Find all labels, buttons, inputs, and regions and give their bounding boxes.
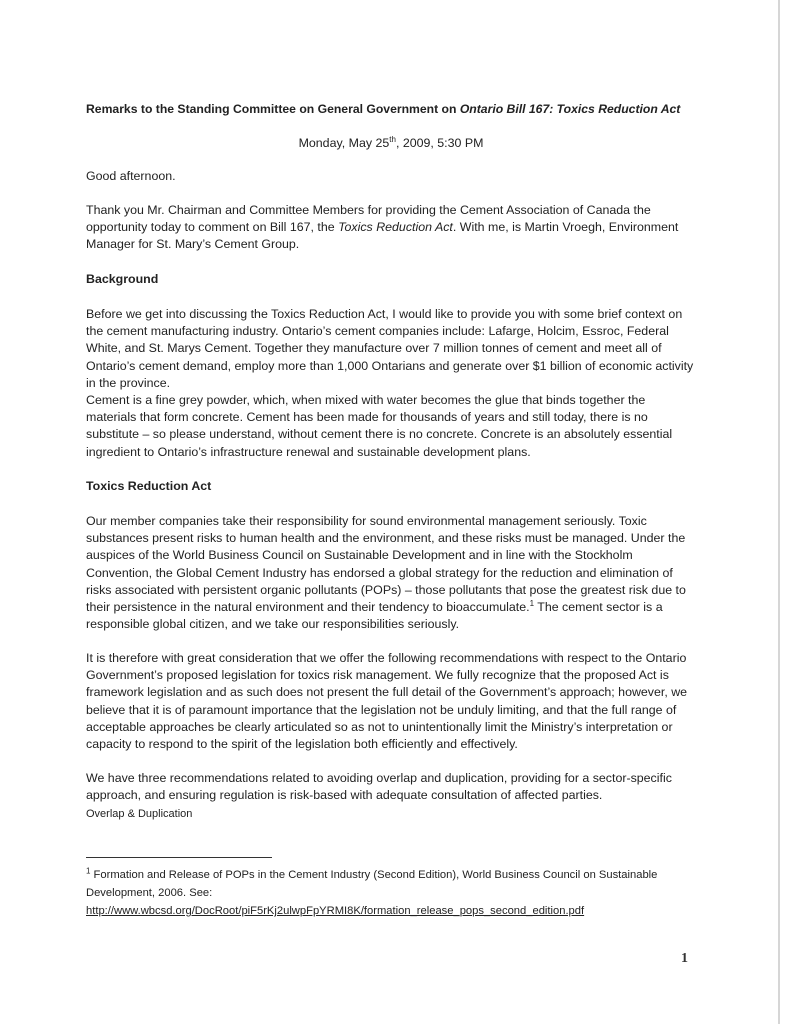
background-paragraph-2: Cement is a fine grey powder, which, when mixed with water becomes the glue that binds together the materials that form concrete. Cement has been made for thousands of years and still today, there is no substitute – so please understand, without cement there is no concrete. Concrete is an absolutely essential ingredient to Ontario’s infrastructure renewal and sustainable development plans. [86,393,673,459]
toxics-text: Our member companies take their responsibility for sound environmental management seriously. Toxic substances present risks to human health and the environment, and these risks must be managed. Under the auspices of the World Business Council on Sustainable Development and in line with the Stockholm Convention, the Global Cement Industry has endorsed a global strategy for the reduction and elimination of risks associated with persistent organic pollutants (POPs) – those pollutants that pose the greatest risk due to their persistence in the natural environment and their tendency to bioaccumulate. [86,514,686,615]
document-title [86,101,696,118]
date-ordinal: th [389,134,396,144]
heading-background: Background [86,272,159,286]
heading-toxics-reduction-act: Toxics Reduction Act [86,479,212,493]
title-text: Remarks to the Standing Committee on General Government on [86,102,460,116]
background-paragraph-1: Before we get into discussing the Toxics Reduction Act, I would like to provide you with some brief context on the cement manufacturing industry. Ontario’s cement companies include: Lafarge, Holcim, Essroc, Federal White, and St. Marys Cement. Together they manufacture over 7 million tonnes of cement and meet all of Ontario’s cement demand, employ more than 1,000 Ontarians and generate over $1 billion of economic activity in the province. [86,307,694,390]
intro-act-name: Toxics Reduction Act [338,220,453,235]
greeting: Good afternoon. [86,169,176,183]
toxics-paragraph-1 [86,513,698,633]
footnote-marker: 1 [86,866,91,876]
intro-text-end: . With me, is Martin Vroegh, Environment Manager for St. Mary’s Cement Group. [86,220,679,252]
page-edge-line [778,0,780,1024]
intro-paragraph [86,202,698,254]
subheading-overlap-duplication: Overlap & Duplication [86,808,193,820]
toxics-paragraph-3: We have three recommendations related to avoiding overlap and duplication, providing for a sector-specific approach, and ensuring regulation is risk-based with adequate consultation of affected parties. [86,771,672,803]
date-text: Monday, May 25 [298,136,390,150]
footnote-text: Formation and Release of POPs in the Cement Industry (Second Edition), World Business Council on Sustainable Development, 2006. See: [86,869,658,899]
toxics-paragraph-2: It is therefore with great consideration that we offer the following recommendations with respect to the Ontario Government’s proposed legislation for toxics risk management. We fully recognize that the proposed Act is framework legislation and as such does not present the full detail of the Government’s approach; however, we believe that it is of paramount importance that the legislation not be unduly limiting, and that the full range of acceptable approaches be clearly articulated so as not to unintentionally limit the Ministry’s interpretation or capacity to respond to the spirit of the legislation both efficiently and effectively. [86,651,688,752]
footnote-separator [86,857,272,858]
title-bill-name: Ontario Bill 167: Toxics Reduction Act [459,102,681,116]
footnote-link[interactable]: http://www.wbcsd.org/DocRoot/piF5rKj2ulwpFpYRMI8K/formation_release_pops_second_edition.pdf [86,905,585,917]
page-number: 1 [681,951,688,966]
footnote-reference[interactable]: 1 [529,598,535,608]
footnote [86,866,696,920]
document-date [86,135,696,152]
intro-text: Thank you Mr. Chairman and Committee Members for providing the Cement Association of Canada the opportunity today to comment on Bill 167, the [86,203,651,235]
toxics-text-end: The cement sector is a responsible global citizen, and we take our responsibilities seriously. [86,600,663,632]
date-time: , 2009, 5:30 PM [395,136,484,150]
